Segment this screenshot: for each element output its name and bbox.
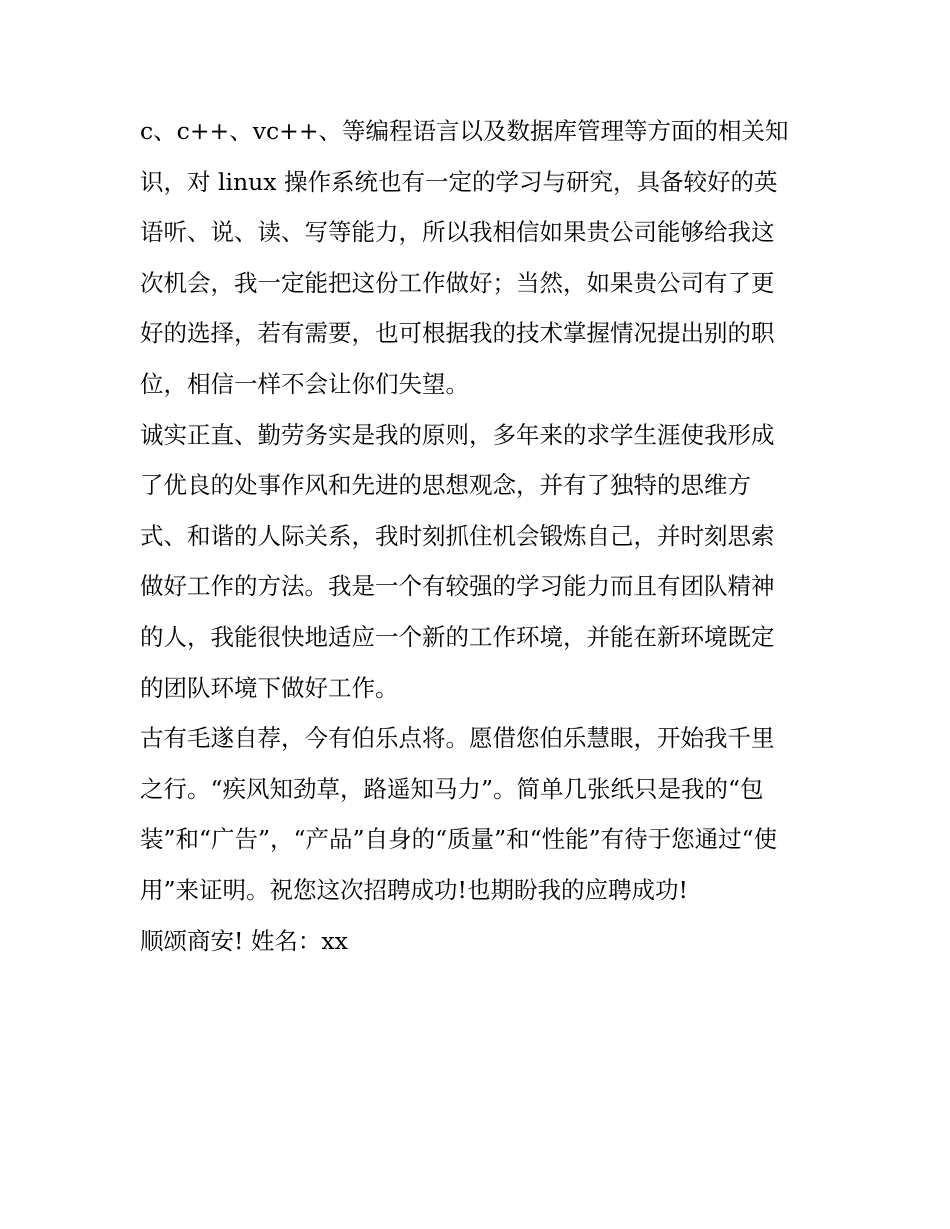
text-line: 诚实正直、勤劳务实是我的原则，多年来的求学生涯使我形成 — [140, 420, 775, 449]
text-line: 式、和谐的人际关系，我时刻抓住机会锻炼自己，并时刻思索 — [140, 521, 775, 550]
text-line: 用”来证明。祝您这次招聘成功!也期盼我的应聘成功! — [140, 875, 688, 904]
closing-line: 顺颂商安! 姓名：xx — [140, 926, 348, 955]
text-line: c、c++、vc++、等编程语言以及数据库管理等方面的相关知 — [140, 117, 789, 145]
text-line: 的团队环境下做好工作。 — [140, 673, 399, 702]
text-line: 的人，我能很快地适应一个新的工作环境，并能在新环境既定 — [140, 622, 775, 651]
text-line: 好的选择，若有需要，也可根据我的技术掌握情况提出别的职 — [140, 319, 775, 348]
text-line: 识，对 linux 操作系统也有一定的学习与研究，具备较好的英 — [140, 167, 778, 196]
text-line: 装”和“广告”，“产品”自身的“质量”和“性能”有待于您通过“使 — [140, 825, 778, 854]
text-line: 之行。“疾风知劲草，路遥知马力”。简单几张纸只是我的“包 — [140, 774, 764, 803]
text-line: 古有毛遂自荐，今有伯乐点将。愿借您伯乐慧眼，开始我千里 — [140, 724, 775, 753]
letter-body — [140, 106, 820, 966]
text-line: 次机会，我一定能把这份工作做好；当然，如果贵公司有了更 — [140, 268, 775, 297]
text-line: 位，相信一样不会让你们失望。 — [140, 369, 469, 398]
text-line: 了优良的处事作风和先进的思想观念，并有了独特的思维方 — [140, 471, 751, 500]
text-line: 语听、说、读、写等能力，所以我相信如果贵公司能够给我这 — [140, 218, 775, 247]
text-line: 做好工作的方法。我是一个有较强的学习能力而且有团队精神 — [140, 572, 775, 601]
